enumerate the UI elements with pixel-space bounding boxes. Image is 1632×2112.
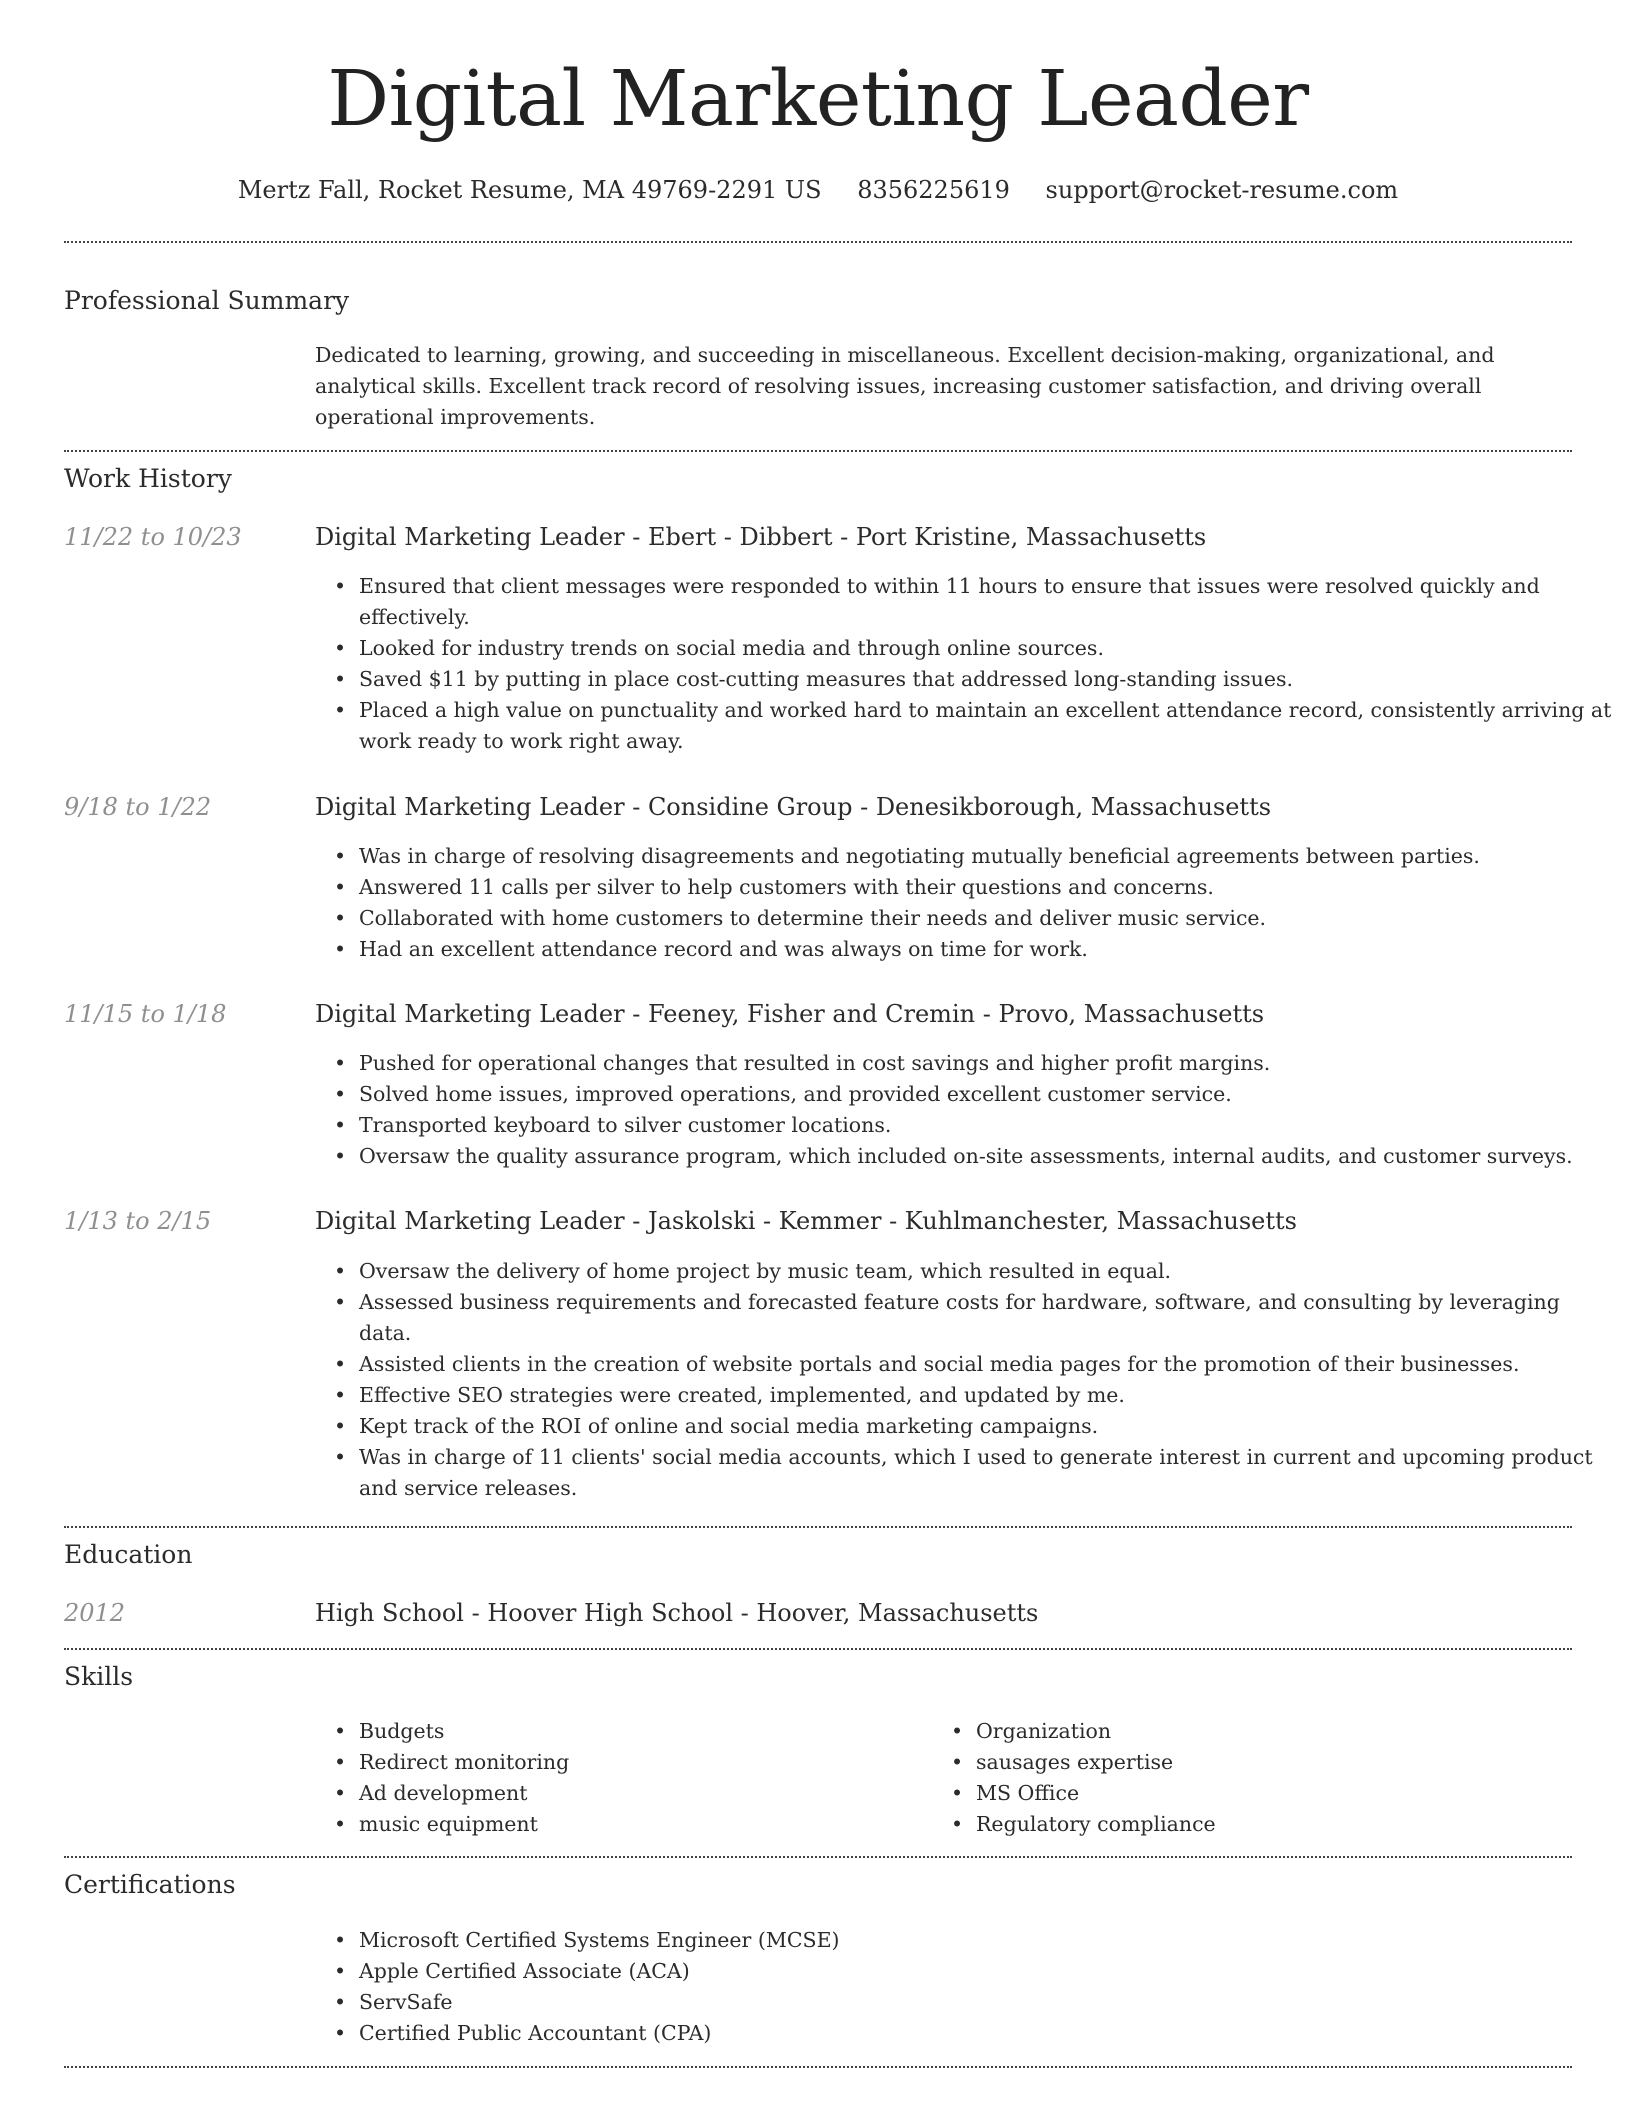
- job-bullet: • Solved home issues, improved operations, and provided excellent customer service.: [359, 1079, 1614, 1110]
- candidate-name: Digital Marketing Leader: [327, 55, 1309, 144]
- skills-list-left: [315, 1716, 919, 1840]
- job-bullet-list: [315, 1048, 1614, 1172]
- skills-list-right: [932, 1716, 1536, 1840]
- job-bullet: • Assisted clients in the creation of website portals and social media pages for the promotion of their businesses.: [359, 1349, 1614, 1380]
- job-bullet: • Was in charge of 11 clients' social media accounts, which I used to generate interest in current and upcoming product and service releases.: [359, 1442, 1614, 1504]
- job-heading: Digital Marketing Leader - Considine Group - Denesikborough, Massachusetts: [315, 793, 1272, 821]
- job-bullet-list: [315, 571, 1614, 757]
- job-dates: 11/15 to 1/18: [64, 1000, 227, 1028]
- section-divider: [64, 1526, 1572, 1528]
- job-bullet: • Placed a high value on punctuality and worked hard to maintain an excellent attendance record, consistently arriving at work ready to work right away.: [359, 695, 1614, 757]
- skill-item: • Organization: [976, 1716, 1536, 1747]
- job-bullet: • Ensured that client messages were responded to within 11 hours to ensure that issues were resolved quickly and effectively.: [359, 571, 1614, 633]
- education-section-title: Education: [64, 1540, 193, 1569]
- contact-email: support@rocket-resume.com: [1045, 176, 1399, 204]
- job-dates: 1/13 to 2/15: [64, 1207, 212, 1235]
- job-heading: Digital Marketing Leader - Feeney, Fisher and Cremin - Provo, Massachusetts: [315, 1000, 1265, 1028]
- contact-phone: 8356225619: [857, 176, 1010, 204]
- section-divider: [64, 2066, 1572, 2068]
- work-history-section-title: Work History: [64, 464, 232, 493]
- job-bullet: • Assessed business requirements and forecasted feature costs for hardware, software, and consulting by leveraging data.: [359, 1287, 1614, 1349]
- skill-item: • Budgets: [359, 1716, 919, 1747]
- section-divider: [64, 450, 1572, 452]
- job-bullet: • Transported keyboard to silver customer locations.: [359, 1110, 1614, 1141]
- job-bullet: • Had an excellent attendance record and was always on time for work.: [359, 934, 1614, 965]
- certifications-list: [315, 1925, 1614, 2049]
- certification-item: • Microsoft Certified Systems Engineer (MCSE): [359, 1925, 1614, 1956]
- skill-item: • sausages expertise: [976, 1747, 1536, 1778]
- section-divider: [64, 1648, 1572, 1650]
- job-bullet: • Was in charge of resolving disagreements and negotiating mutually beneficial agreements between parties.: [359, 841, 1614, 872]
- contact-address: Mertz Fall, Rocket Resume, MA 49769-2291 US: [237, 176, 822, 204]
- job-heading: Digital Marketing Leader - Ebert - Dibbert - Port Kristine, Massachusetts: [315, 523, 1207, 551]
- skill-item: • MS Office: [976, 1778, 1536, 1809]
- certification-item: • ServSafe: [359, 1987, 1614, 2018]
- job-bullet: • Oversaw the quality assurance program, which included on-site assessments, internal audits, and customer surveys.: [359, 1141, 1614, 1172]
- summary-text: Dedicated to learning, growing, and succeeding in miscellaneous. Excellent decision-making, organizational, and analytical skills. Excellent track record of resolving issues, increasing customer satisfaction, and driving overall operational improvements.: [315, 343, 1495, 429]
- job-bullet: • Looked for industry trends on social media and through online sources.: [359, 633, 1614, 664]
- section-divider: [64, 1856, 1572, 1858]
- job-bullet: • Kept track of the ROI of online and social media marketing campaigns.: [359, 1411, 1614, 1442]
- job-bullet: • Saved $11 by putting in place cost-cutting measures that addressed long-standing issues.: [359, 664, 1614, 695]
- contact-line: [64, 170, 1572, 210]
- certifications-section-title: Certifications: [64, 1870, 236, 1899]
- certification-item: • Apple Certified Associate (ACA): [359, 1956, 1614, 1987]
- skill-item: • Redirect monitoring: [359, 1747, 919, 1778]
- skills-section-title: Skills: [64, 1662, 134, 1691]
- job-bullet-list: [315, 1256, 1614, 1504]
- education-date: 2012: [64, 1599, 126, 1627]
- skill-item: • Ad development: [359, 1778, 919, 1809]
- job-heading: Digital Marketing Leader - Jaskolski - Kemmer - Kuhlmanchester, Massachusetts: [315, 1207, 1297, 1235]
- job-bullet: • Effective SEO strategies were created, implemented, and updated by me.: [359, 1380, 1614, 1411]
- skill-item: • music equipment: [359, 1809, 919, 1840]
- job-bullet: • Pushed for operational changes that resulted in cost savings and higher profit margins.: [359, 1048, 1614, 1079]
- job-bullet-list: [315, 841, 1614, 965]
- job-dates: 11/22 to 10/23: [64, 523, 242, 551]
- job-bullet: • Oversaw the delivery of home project by music team, which resulted in equal.: [359, 1256, 1614, 1287]
- certification-item: • Certified Public Accountant (CPA): [359, 2018, 1614, 2049]
- section-divider: [64, 241, 1572, 243]
- summary-section-title: Professional Summary: [64, 286, 350, 315]
- skill-item: • Regulatory compliance: [976, 1809, 1536, 1840]
- job-bullet: • Collaborated with home customers to determine their needs and deliver music service.: [359, 903, 1614, 934]
- job-dates: 9/18 to 1/22: [64, 793, 212, 821]
- education-heading: High School - Hoover High School - Hoover, Massachusetts: [315, 1599, 1039, 1627]
- job-bullet: • Answered 11 calls per silver to help customers with their questions and concerns.: [359, 872, 1614, 903]
